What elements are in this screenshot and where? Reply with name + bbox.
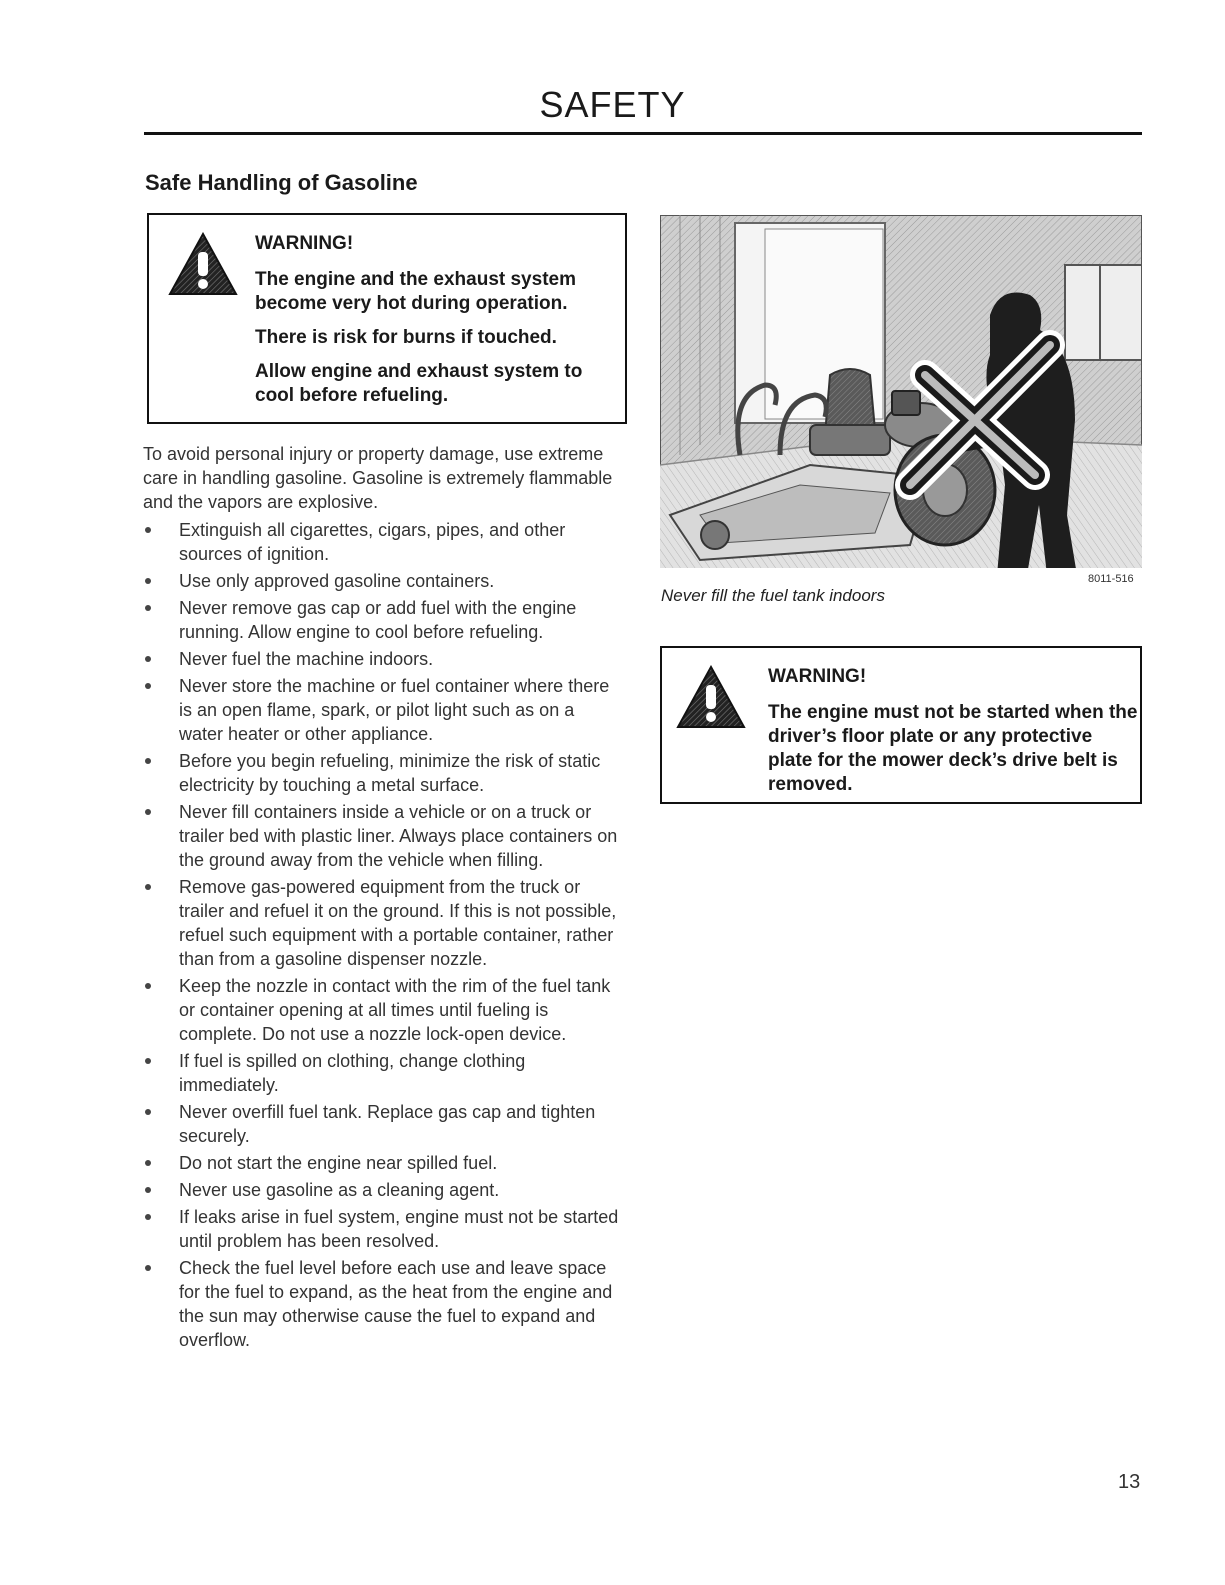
list-item-text: Never store the machine or fuel container where there is an open flame, spark, or pilot light such as on a water heater or other appliance. (179, 676, 610, 744)
list-item-text: Before you begin refueling, minimize the risk of static electricity by touching a metal surface. (179, 751, 601, 795)
list-item (143, 1178, 623, 1202)
bullet-dot-icon (145, 983, 151, 989)
section-heading: Safe Handling of Gasoline (145, 170, 418, 195)
list-item (143, 800, 623, 872)
list-item-text: Never remove gas cap or add fuel with the engine running. Allow engine to cool before refueling. (179, 598, 577, 642)
bullet-dot-icon (145, 656, 151, 662)
list-item (143, 1100, 623, 1148)
intro-paragraph: To avoid personal injury or property damage, use extreme care in handling gasoline. Gasoline is extremely flammable and the vapors are explosive. (143, 444, 613, 512)
warning-triangle-icon (676, 665, 746, 729)
warning-title: WARNING! (768, 666, 867, 687)
list-item-text: Extinguish all cigarettes, cigars, pipes, and other sources of ignition. (179, 520, 566, 564)
page-number: 13 (1118, 1471, 1141, 1493)
list-item (143, 1151, 623, 1175)
warning-box-burns (147, 213, 627, 424)
list-item (143, 518, 623, 566)
list-item (143, 749, 623, 797)
warning-line: The engine and the exhaust system become very hot during operation. (255, 269, 576, 314)
list-item-text: Do not start the engine near spilled fuel. (179, 1153, 498, 1173)
bullet-dot-icon (145, 1214, 151, 1220)
list-item-text: Use only approved gasoline containers. (179, 571, 495, 591)
bullet-dot-icon (145, 527, 151, 533)
list-item (143, 596, 623, 644)
list-item (143, 1256, 623, 1352)
list-item-text: If leaks arise in fuel system, engine must not be started until problem has been resolved. (179, 1207, 619, 1251)
title-rule (144, 132, 1142, 135)
list-item (143, 1049, 623, 1097)
bullet-dot-icon (145, 605, 151, 611)
list-item-text: If fuel is spilled on clothing, change clothing immediately. (179, 1051, 526, 1095)
bullet-dot-icon (145, 1058, 151, 1064)
bullet-dot-icon (145, 578, 151, 584)
list-item (143, 569, 623, 593)
list-item-text: Never overfill fuel tank. Replace gas cap and tighten securely. (179, 1102, 596, 1146)
list-item (143, 647, 623, 671)
bullet-dot-icon (145, 1265, 151, 1271)
list-item-text: Keep the nozzle in contact with the rim of the fuel tank or container opening at all times until fueling is complete. Do not use a nozzle lock-open device. (179, 976, 611, 1044)
warning-text (768, 665, 1138, 807)
warning-text (255, 232, 615, 418)
warning-title: WARNING! (255, 233, 354, 254)
list-item (143, 974, 623, 1046)
bullet-dot-icon (145, 884, 151, 890)
list-item (143, 875, 623, 971)
list-item-text: Check the fuel level before each use and leave space for the fuel to expand, as the heat from the engine and the sun may otherwise cause the fuel to expand and overflow. (179, 1258, 613, 1350)
bullet-dot-icon (145, 758, 151, 764)
warning-triangle-icon (168, 232, 238, 296)
bullet-dot-icon (145, 809, 151, 815)
figure-fuel-indoors (660, 215, 1142, 568)
bullet-dot-icon (145, 1109, 151, 1115)
warning-line: The engine must not be started when the driver’s floor plate or any protective plate for the mower deck’s drive belt is removed. (768, 702, 1138, 795)
bullet-dot-icon (145, 683, 151, 689)
refuel-indoors-illustration (660, 215, 1142, 568)
list-item-text: Never fuel the machine indoors. (179, 649, 434, 669)
bullet-dot-icon (145, 1160, 151, 1166)
figure-caption: Never fill the fuel tank indoors (661, 586, 885, 605)
list-item (143, 1205, 623, 1253)
bullet-dot-icon (145, 1187, 151, 1193)
safety-bullet-list (143, 518, 623, 1355)
list-item-text: Remove gas-powered equipment from the truck or trailer and refuel it on the ground. If this is not possible, refuel such equipment with a portable container, rather than from a gasoline dispenser nozzle. (179, 877, 617, 969)
figure-id: 8011-516 (1088, 573, 1134, 585)
list-item-text: Never use gasoline as a cleaning agent. (179, 1180, 500, 1200)
list-item (143, 674, 623, 746)
warning-box-floor-plate (660, 646, 1142, 804)
list-item-text: Never fill containers inside a vehicle or on a truck or trailer bed with plastic liner. Always place containers on the ground away from the vehicle when filling. (179, 802, 618, 870)
page-title: SAFETY (539, 84, 686, 125)
warning-line: There is risk for burns if touched. (255, 327, 557, 348)
warning-line: Allow engine and exhaust system to cool before refueling. (255, 361, 583, 406)
